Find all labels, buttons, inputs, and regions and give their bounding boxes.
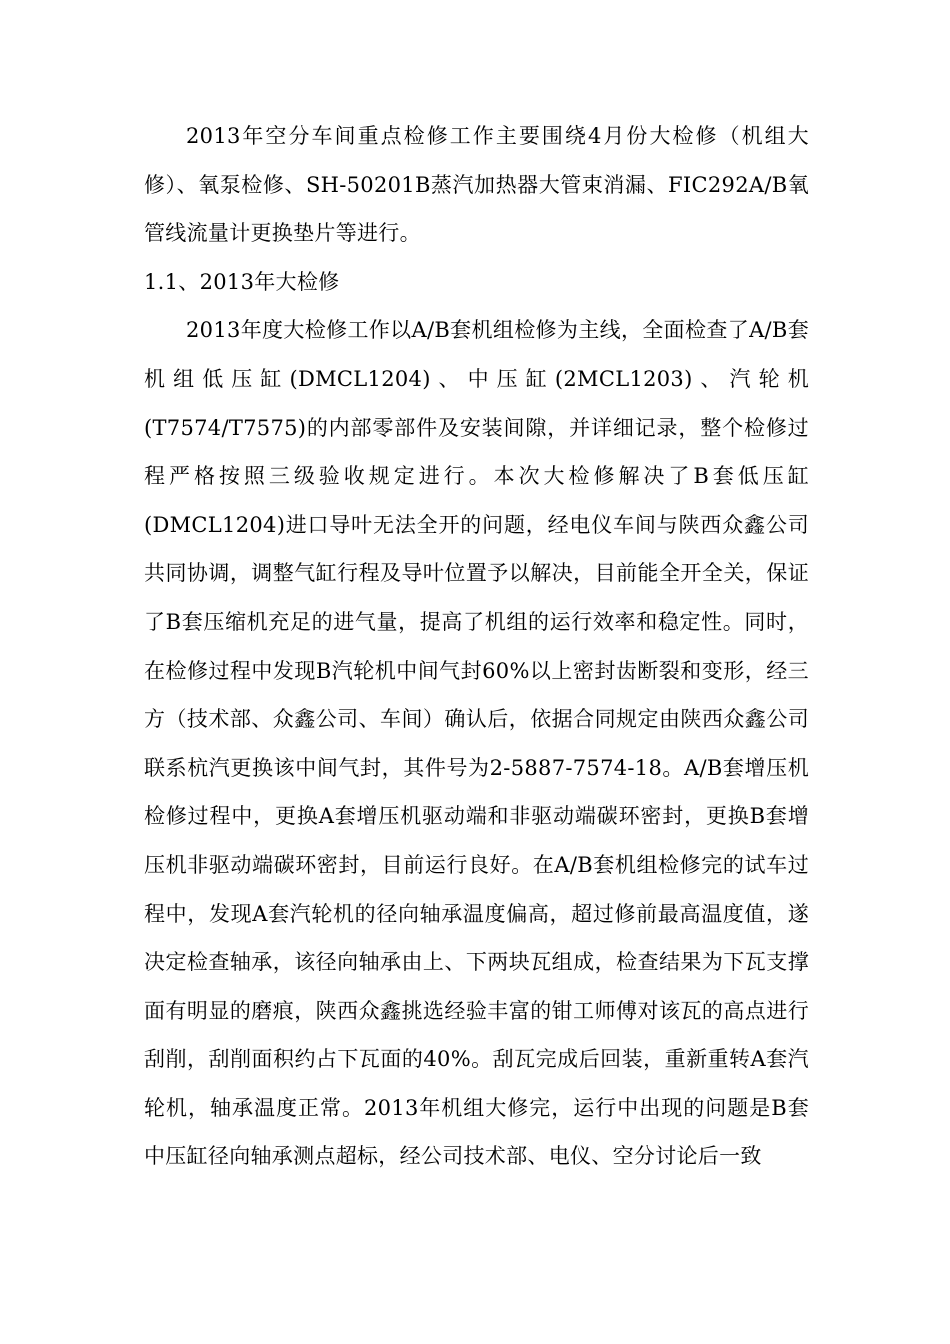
document-page xyxy=(144,112,809,1181)
body-paragraph: 2013年度大检修工作以A/B套机组检修为主线，全面检查了A/B套机组低压缸(DMCL1204)、中压缸(2MCL1203)、汽轮机(T7574/T7575)的内部零部件及安装间隙，并详细记录，整个检修过程严格按照三级验收规定进行。本次大检修解决了B套低压缸(DMCL1204)进口导叶无法全开的问题，经电仪车间与陕西众鑫公司共同协调，调整气缸行程及导叶位置予以解决，目前能全开全关，保证了B套压缩机充足的进气量，提高了机组的运行效率和稳定性。同时，在检修过程中发现B汽轮机中间气封60%以上密封齿断裂和变形，经三方（技术部、众鑫公司、车间）确认后，依据合同规定由陕西众鑫公司联系杭汽更换该中间气封，其件号为2-5887-7574-18。A/B套增压机检修过程中，更换A套增压机驱动端和非驱动端碳环密封，更换B套增压机非驱动端碳环密封，目前运行良好。在A/B套机组检修完的试车过程中，发现A套汽轮机的径向轴承温度偏高，超过修前最高温度值，遂决定检查轴承，该径向轴承由上、下两块瓦组成，检查结果为下瓦支撑面有明显的磨痕，陕西众鑫挑选经验丰富的钳工师傅对该瓦的高点进行刮削，刮削面积约占下瓦面的40%。刮瓦完成后回装，重新重转A套汽轮机，轴承温度正常。2013年机组大修完，运行中出现的问题是B套中压缸径向轴承测点超标，经公司技术部、电仪、空分讨论后一致 xyxy=(144,318,809,1169)
section-heading: 1.1、2013年大检修 xyxy=(144,269,340,294)
intro-paragraph: 2013年空分车间重点检修工作主要围绕4月份大检修（机组大修）、氧泵检修、SH-50201B蒸汽加热器大管束消漏、FIC292A/B氧管线流量计更换垫片等进行。 xyxy=(144,124,809,246)
